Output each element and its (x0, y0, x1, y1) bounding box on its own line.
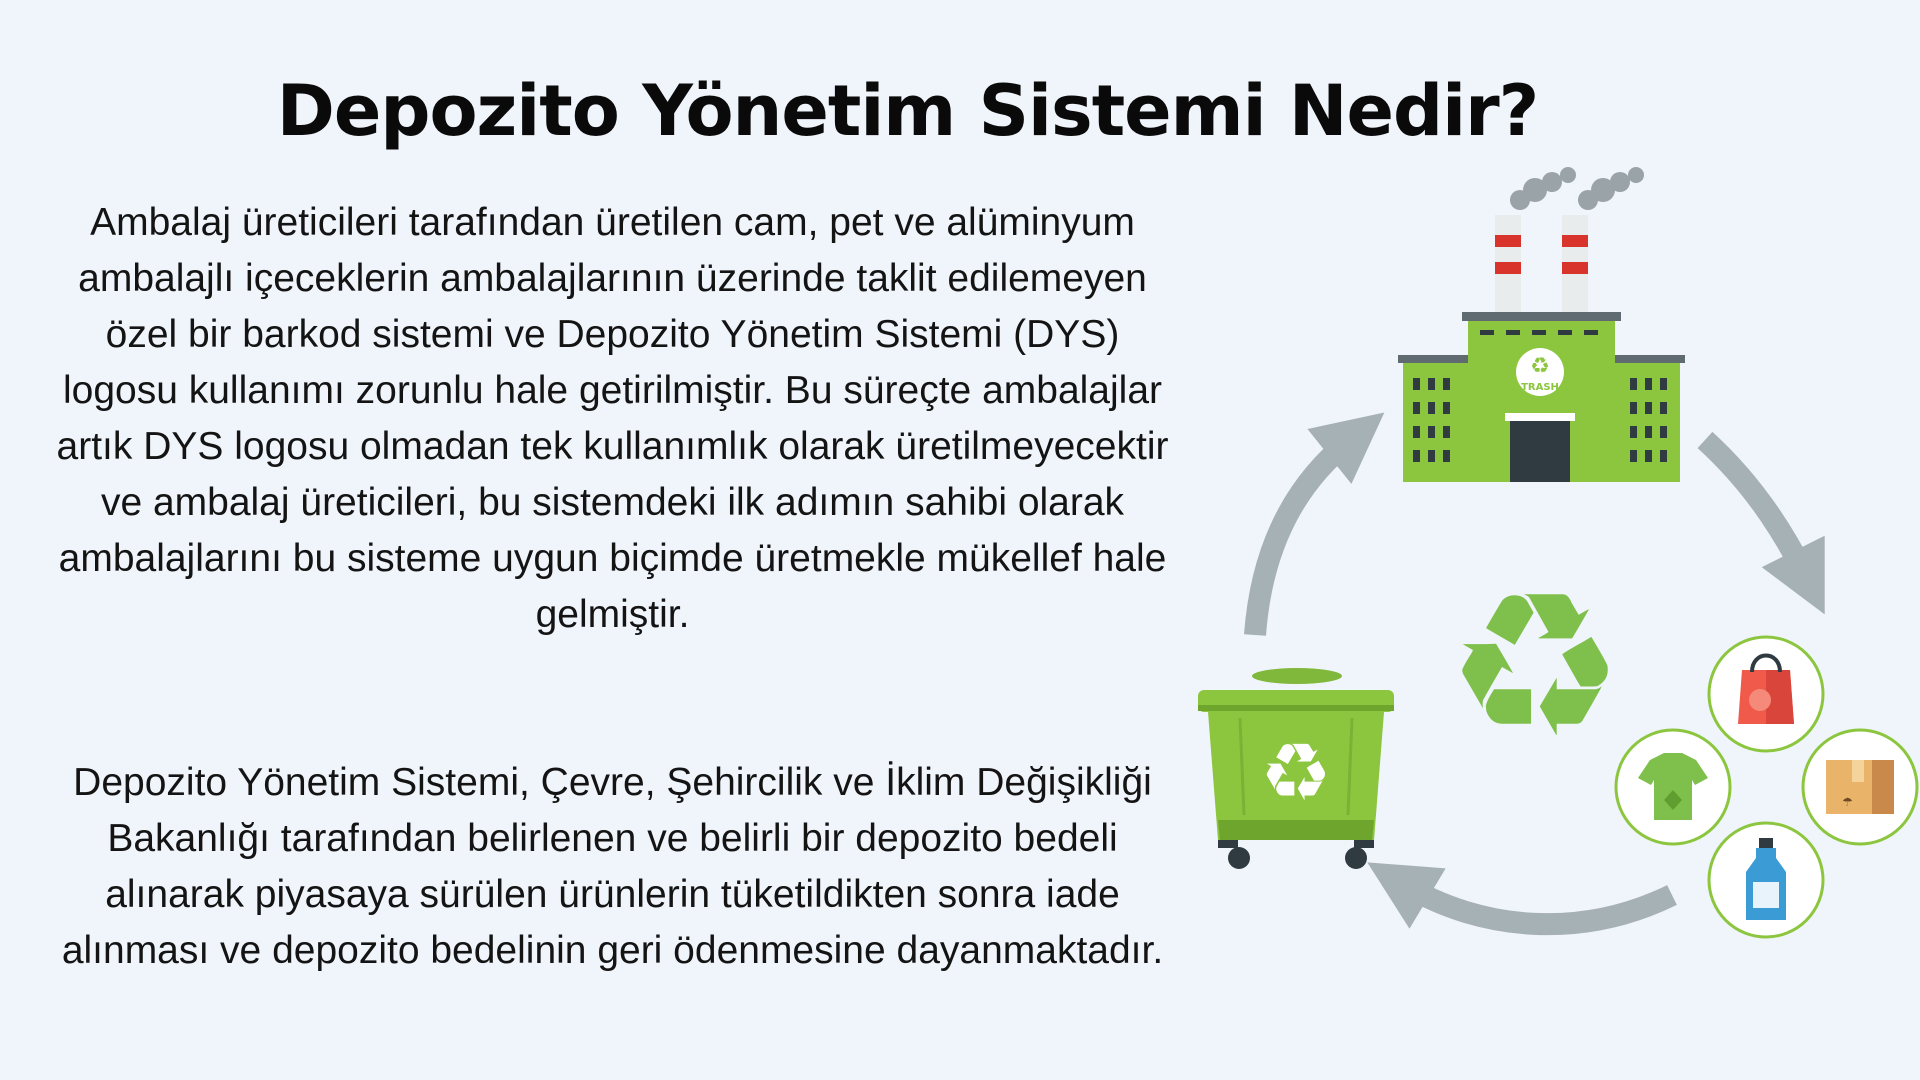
svg-text:♻: ♻ (1260, 726, 1332, 819)
recycling-bin-icon (1198, 668, 1394, 869)
factory-sign-label: TRASH (1521, 382, 1559, 393)
factory-icon (1398, 167, 1685, 482)
recycling-cycle-illustration (1180, 150, 1920, 950)
bottle-icon (1709, 823, 1823, 937)
shopping-bag-icon (1709, 637, 1823, 751)
intro-paragraph: Ambalaj üreticileri tarafından üretilen cam, pet ve alüminyum ambalajlı içeceklerin ambalajlarının üzerinde taklit edilemeyen özel bir barkod sistemi ve Depozito Yönetim Sistemi (DYS) logosu kullanımı zorunlu hale getirilmiştir. Bu süreçte ambalajlar artık DYS logosu olmadan tek kullanımlık olarak üretilmeyecektir ve ambalaj üreticileri, bu sistemdeki ilk adımın sahibi olarak ambalajlarını bu sisteme uygun biçimde üretmekle mükellef hale gelmiştir. (56, 201, 1169, 636)
svg-text:♻: ♻ (1445, 550, 1625, 783)
cardboard-box-icon (1803, 730, 1917, 844)
t-shirt-icon (1616, 730, 1730, 844)
definition-paragraph: Depozito Yönetim Sistemi, Çevre, Şehircilik ve İklim Değişikliği Bakanlığı tarafından belirlenen ve belirli bir depozito bedeli alınarak piyasaya sürülen ürünlerin tüketildikten sonra iade alınması ve depozito bedelinin geri ödenmesine dayanmaktadır. (61, 761, 1164, 972)
svg-text:♻: ♻ (1530, 354, 1550, 379)
page-title: Depozito Yönetim Sistemi Nedir? (276, 70, 1539, 152)
svg-text:☂: ☂ (1842, 795, 1853, 809)
recycle-symbol-icon (1445, 550, 1624, 783)
